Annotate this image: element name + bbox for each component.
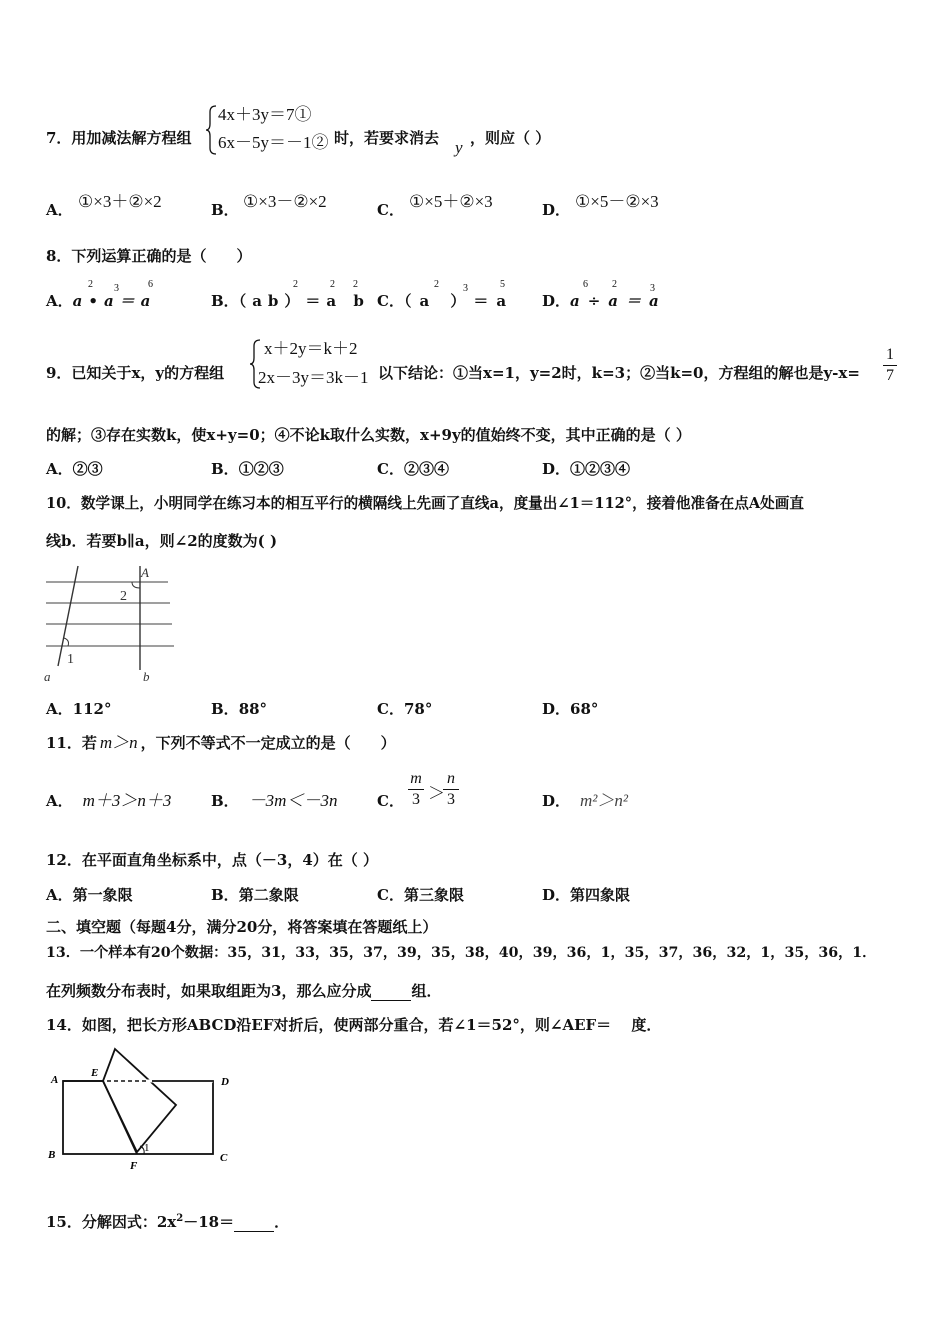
q10-label-b: b <box>143 669 150 684</box>
q9-option-a-label: A． <box>46 460 73 478</box>
q8-d-sup-3: 3 <box>650 283 655 294</box>
q8-option-b-text: （ab）＝a b <box>238 292 370 310</box>
q10-option-d-text: 68° <box>570 700 599 718</box>
q14-label-C: C <box>220 1152 228 1164</box>
q10-option-a-label: A． <box>46 700 73 718</box>
q10-option-c-text: 78° <box>403 700 433 718</box>
q7-option-a-label: A． <box>46 201 73 219</box>
q10-option-d <box>542 699 598 719</box>
q8-c-sup-2: 3 <box>463 283 468 294</box>
q9-option-c-text: ②③④ <box>403 460 449 478</box>
q7-equation-2: 6x－5y＝－1② <box>218 133 329 152</box>
q9-option-a-text: ②③ <box>72 460 103 478</box>
q12-option-c <box>377 885 464 905</box>
section-2-heading: 二、填空题（每题4分，满分20分，将答案填在答题纸上） <box>46 918 438 936</box>
q7-stem-text: 7．用加减法解方程组 <box>46 129 192 147</box>
q10-angle1-arc <box>64 638 69 646</box>
q8-option-c-text: （a ）＝a <box>403 292 515 310</box>
q15-line <box>46 1209 289 1232</box>
q10-option-c <box>377 699 432 719</box>
q10-option-c-label: C． <box>377 700 404 718</box>
q9-option-d <box>542 459 630 479</box>
q7-brace-icon <box>205 104 219 156</box>
q7-option-d-text: ①×5－②×3 <box>575 192 659 211</box>
q12-option-c-label: C． <box>377 886 404 904</box>
q12-option-d-text: 第四象限 <box>570 886 631 904</box>
q10-label-1: 1 <box>67 652 74 667</box>
q11-c-frac-2 <box>443 769 459 810</box>
q8-option-a <box>46 291 156 311</box>
q10-angle2-arc <box>132 582 140 588</box>
q11-c-den1: 3 <box>408 789 424 810</box>
q11-option-a-label: A． <box>46 792 73 810</box>
q13-answer-blank[interactable] <box>371 986 411 1001</box>
q8-b-sup-1: 2 <box>293 279 298 290</box>
q11-option-c <box>377 791 404 811</box>
q12-stem: 12．在平面直角坐标系中，点（－3，4）在（ ） <box>46 851 378 869</box>
q9-option-d-text: ①②③④ <box>570 460 631 478</box>
q11-option-a-text: m＋3＞n＋3 <box>82 791 172 810</box>
q11-option-b <box>211 791 337 811</box>
q8-c-sup-1: 2 <box>434 279 439 290</box>
q8-a-sup-1: 2 <box>88 279 93 290</box>
q13-line2b: 组． <box>411 982 442 1000</box>
q14-label-B: B <box>48 1149 56 1161</box>
q9-option-b-text: ①②③ <box>238 460 284 478</box>
q7-option-b <box>211 200 239 220</box>
q14-label-D: D <box>221 1076 229 1088</box>
q9-line2: 的解；③存在实数k，使x+y=0；④不论k取什么实数，x+9y的值始终不变，其中正确的是（ ） <box>46 426 691 444</box>
q11-option-b-label: B． <box>211 792 239 810</box>
q8-a-sup-3: 6 <box>148 279 153 290</box>
q11-option-d <box>542 791 628 811</box>
q8-option-c <box>377 291 514 311</box>
q10-line2: 线b．若要b∥a，则∠2的度数为( ) <box>46 532 278 550</box>
q9-stem: 9．已知关于x，y的方程组 <box>46 364 225 382</box>
q12-option-d <box>542 885 630 905</box>
q11-c-num1: m <box>410 770 422 787</box>
q7-tail-b: ，则应（ ） <box>470 129 551 147</box>
q10-option-b-text: 88° <box>238 700 268 718</box>
q14-label-F: F <box>130 1160 138 1172</box>
q10-option-a <box>46 699 111 719</box>
q11-option-d-label: D． <box>542 792 571 810</box>
q12-option-d-label: D． <box>542 886 571 904</box>
q12-option-b-label: B． <box>211 886 239 904</box>
q13-line2 <box>46 981 441 1001</box>
q12-option-c-text: 第三象限 <box>403 886 464 904</box>
q12-option-b <box>211 885 299 905</box>
q8-option-d <box>542 291 667 311</box>
q9-fraction <box>883 345 897 386</box>
q10-label-2: 2 <box>120 589 127 604</box>
q7-option-d <box>542 200 570 220</box>
q7-option-b-text: ①×3－②×2 <box>243 192 327 211</box>
q7-option-c-label: C． <box>377 201 404 219</box>
q7-option-a-text: ①×3＋②×2 <box>78 192 162 211</box>
q9-option-c-label: C． <box>377 460 404 478</box>
q7-tail-a: 时，若要求消去 <box>334 129 440 147</box>
q11-option-c-label: C． <box>377 792 404 810</box>
q12-option-a-text: 第一象限 <box>72 886 133 904</box>
q11-c-num2: n <box>447 770 455 787</box>
q11-c-den2: 3 <box>443 789 459 810</box>
q10-option-b-label: B． <box>211 700 239 718</box>
q7-equation-1: 4x＋3y＝7① <box>218 105 312 124</box>
q12-option-a <box>46 885 133 905</box>
q9-option-d-label: D． <box>542 460 571 478</box>
q7-option-c-text: ①×5＋②×3 <box>409 192 493 211</box>
q10-label-a: a <box>44 669 51 684</box>
q7-option-b-label: B． <box>211 201 239 219</box>
q15-end: ． <box>274 1213 290 1231</box>
q10-option-b <box>211 699 267 719</box>
q11-stem <box>46 733 396 753</box>
q8-option-b-label: B． <box>211 292 239 310</box>
q14-label-A: A <box>51 1074 59 1086</box>
q15-exponent: 2 <box>176 1213 184 1224</box>
q8-c-sup-3: 5 <box>500 279 505 290</box>
q15-suffix: －18＝ <box>183 1213 235 1231</box>
q8-option-d-text: a÷a＝a <box>570 292 667 310</box>
q8-option-a-label: A． <box>46 292 73 310</box>
q9-option-a <box>46 459 103 479</box>
q9-option-b-label: B． <box>211 460 239 478</box>
q8-b-sup-3: 2 <box>353 279 358 290</box>
q8-a-sup-2: 3 <box>114 283 119 294</box>
q8-b-sup-2: 2 <box>330 279 335 290</box>
q14-line: 14．如图，把长方形ABCD沿EF对折后，使两部分重合，若∠1＝52°，则∠AEF＝ 度． <box>46 1016 662 1034</box>
q9-equation-2: 2x－3y＝3k－1 <box>258 368 369 387</box>
q10-label-A: A <box>141 565 149 580</box>
q10-line1: 10．数学课上，小明同学在练习本的相互平行的横隔线上先画了直线a，度量出∠1＝112°，接着他准备在点A处画直 <box>46 495 804 512</box>
q8-d-sup-1: 6 <box>583 279 588 290</box>
q15-answer-blank[interactable] <box>234 1217 274 1232</box>
q9-option-b <box>211 459 284 479</box>
q11-stem-a: 11．若 <box>46 734 97 752</box>
q9-equation-1: x＋2y＝k＋2 <box>264 339 358 358</box>
q10-option-d-label: D． <box>542 700 571 718</box>
q15-prefix: 15．分解因式：2x <box>46 1213 177 1231</box>
q7-stem <box>46 128 191 148</box>
q10-figure <box>40 560 190 690</box>
q8-option-d-label: D． <box>542 292 571 310</box>
q13-line2a: 在列频数分布表时，如果取组距为3，那么应分成 <box>46 982 372 1000</box>
q8-option-b <box>211 291 370 311</box>
q10-option-a-text: 112° <box>72 700 112 718</box>
q9-option-c <box>377 459 449 479</box>
q14-folded-part <box>103 1049 176 1152</box>
q14-label-1: 1 <box>144 1142 150 1154</box>
q11-option-a <box>46 791 171 811</box>
q11-option-d-text: m²＞n² <box>580 791 628 810</box>
q8-stem: 8．下列运算正确的是（ ） <box>46 247 252 265</box>
q9-tail: 以下结论：①当x=1，y=2时，k=3；②当k=0，方程组的解也是y-x= <box>378 364 860 382</box>
q8-d-sup-2: 2 <box>612 279 617 290</box>
q9-frac-den: 7 <box>883 365 897 386</box>
q11-stem-b: ，下列不等式不一定成立的是（ ） <box>140 734 396 752</box>
q10-line-a <box>58 566 78 666</box>
q11-condition: m＞n <box>99 733 138 752</box>
q9-frac-num: 1 <box>886 346 894 363</box>
q8-option-c-label: C． <box>377 292 404 310</box>
q8-option-a-text: a•a＝a <box>72 292 157 310</box>
q12-option-a-label: A． <box>46 886 73 904</box>
q7-option-a <box>46 200 73 220</box>
q11-c-frac-1 <box>408 769 424 810</box>
q11-option-b-text: －3m＜－3n <box>248 791 338 810</box>
q14-label-E: E <box>91 1067 99 1079</box>
q7-option-c <box>377 200 404 220</box>
q11-c-relation: ＞ <box>428 784 445 803</box>
q14-figure <box>44 1042 244 1177</box>
q13-line1: 13．一个样本有20个数据：35，31，33，35，37，39，35，38，40，39，36，1，35，37，36，32，1，35，36，1． <box>46 945 877 961</box>
q12-option-b-text: 第二象限 <box>238 886 299 904</box>
q7-option-d-label: D． <box>542 201 571 219</box>
q7-var: y <box>455 138 463 157</box>
